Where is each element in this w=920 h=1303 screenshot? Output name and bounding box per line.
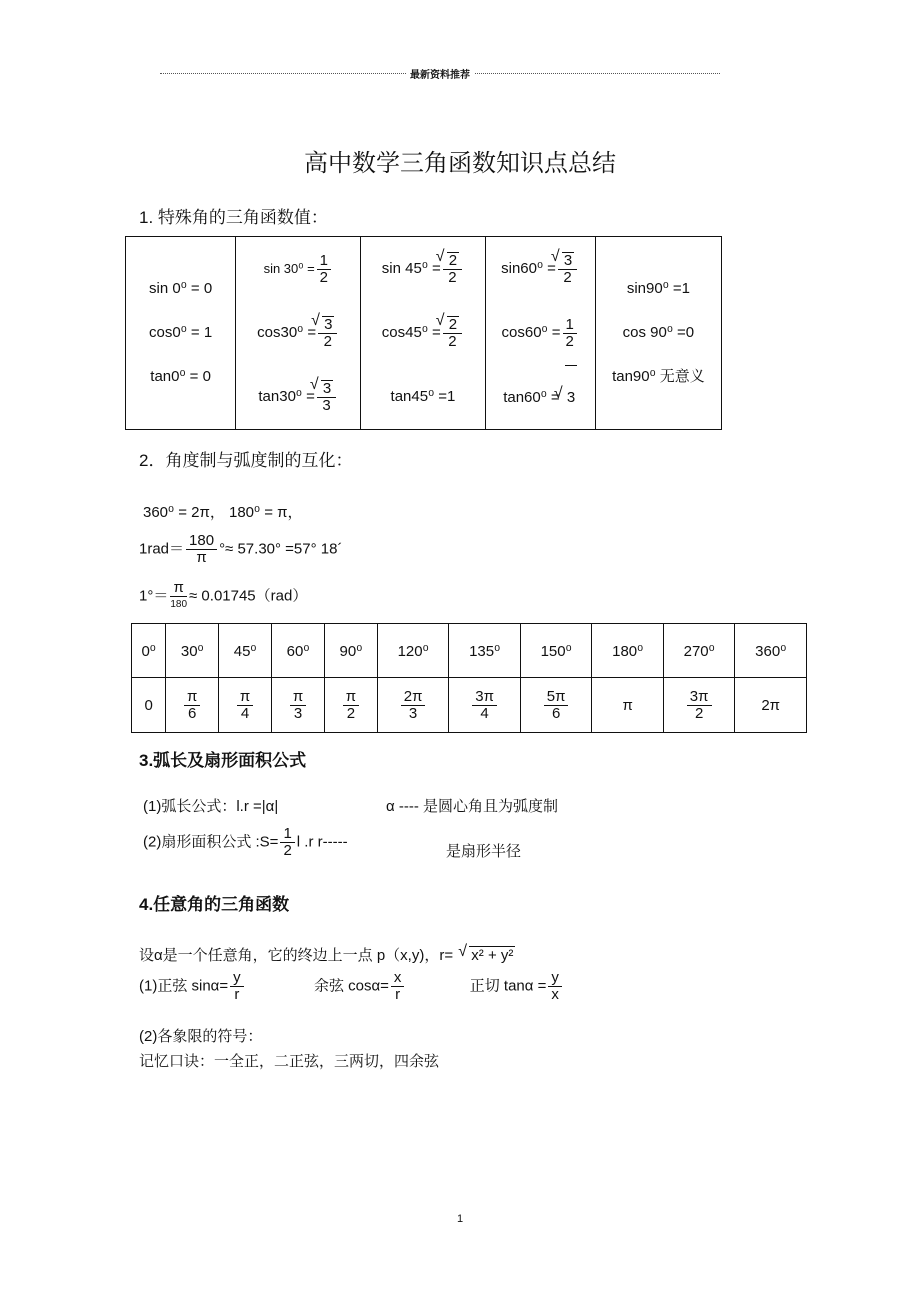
arc-length-formula: (1)弧长公式：l.r =|α|: [143, 798, 279, 815]
col-60-degree: sin60⁰ = √ $\frac{3}{2}$ cos60⁰ = $\frac{1}{2}$ tan60⁰ = √ 3: [485, 237, 595, 430]
degree-cell: 45⁰: [219, 624, 272, 678]
col-45-degree: sin 45⁰ = √ $\frac{2}{2}$ cos45⁰ = √ $\frac{2}{2}$ tan45⁰ =1: [361, 237, 485, 430]
page-title: 高中数学三角函数知识点总结: [304, 149, 616, 177]
page-header: [160, 66, 720, 80]
conversion-line-3: 1°＝ $\frac{\pi}{180}$ ≈ 0.01745（rad）: [139, 579, 308, 610]
radian-cell: $\frac{\pi}{2}$: [324, 678, 377, 733]
section3-heading: 3.弧长及扇形面积公式: [139, 751, 307, 770]
arc-length-note: α ---- 是圆心角且为弧度制: [386, 798, 558, 815]
trig-definitions: (1)正弦 sinα= $\frac{y}{r}$ 余弦 cosα= $\frac{x}{r}$ 正切 tanα = $\frac{y}{x}$: [139, 970, 564, 1003]
quadrant-signs-label: (2)各象限的符号：: [139, 1028, 263, 1045]
radian-cell: $\frac{3\pi}{2}$: [663, 678, 735, 733]
degree-cell: 60⁰: [272, 624, 325, 678]
degree-cell: 180⁰: [592, 624, 664, 678]
degree-cell: 135⁰: [449, 624, 521, 678]
radian-cell: $\frac{\pi}{6}$: [166, 678, 219, 733]
radian-cell: $\frac{2\pi}{3}$: [377, 678, 449, 733]
page-number: 1: [456, 1213, 464, 1225]
col-30-degree: sin 30⁰ = $\frac{1}{2}$ cos30⁰ = √ $\frac{3}{2}$ tan30⁰ = √ $\frac{3}{3}$: [236, 237, 361, 430]
radian-cell: $\frac{5\pi}{6}$: [520, 678, 592, 733]
degree-cell: 120⁰: [377, 624, 449, 678]
sector-area-formula: (2)扇形面积公式 :S= $\frac{1}{2}$ l .r r-----: [143, 825, 348, 859]
radian-cell: $\frac{\pi}{3}$: [272, 678, 325, 733]
degree-radian-table: [131, 623, 807, 733]
degree-cell: 90⁰: [324, 624, 377, 678]
any-angle-intro: 设α是一个任意角，它的终边上一点 p（x,y)，r= √ x² + y²: [139, 944, 515, 965]
col-0-degree: sin 0⁰ = 0 cos0⁰ = 1 tan0⁰ = 0: [126, 237, 236, 430]
radian-row: [132, 678, 807, 733]
section1-heading: 1. 特殊角的三角函数值：: [139, 208, 328, 227]
degree-cell: 0⁰: [132, 624, 166, 678]
section4-heading: 4.任意角的三角函数: [139, 895, 290, 914]
mnemonic: 记忆口诀：一全正，二正弦，三两切，四余弦: [139, 1053, 440, 1070]
radian-cell: π: [592, 678, 664, 733]
degree-row: [132, 624, 807, 678]
degree-cell: 30⁰: [166, 624, 219, 678]
degree-cell: 150⁰: [520, 624, 592, 678]
radian-cell: 0: [132, 678, 166, 733]
radian-cell: $\frac{3\pi}{4}$: [449, 678, 521, 733]
col-90-degree: sin90⁰ =1 cos 90⁰ =0 tan90⁰ 无意义: [595, 237, 721, 430]
sector-area-note: 是扇形半径: [446, 843, 522, 860]
section2-heading: 2．角度制与弧度制的互化：: [139, 451, 353, 470]
conversion-line-1: 360⁰ = 2π， 180⁰ = π，: [143, 504, 303, 521]
special-angle-table: [125, 236, 722, 430]
conversion-line-2: 1rad＝ $\frac{180}{\pi}$ °≈ 57.30° =57° 18´: [139, 532, 343, 566]
header-text: 最新资料推荐: [406, 66, 474, 81]
radian-cell: 2π: [735, 678, 807, 733]
degree-cell: 270⁰: [663, 624, 735, 678]
radian-cell: $\frac{\pi}{4}$: [219, 678, 272, 733]
degree-cell: 360⁰: [735, 624, 807, 678]
